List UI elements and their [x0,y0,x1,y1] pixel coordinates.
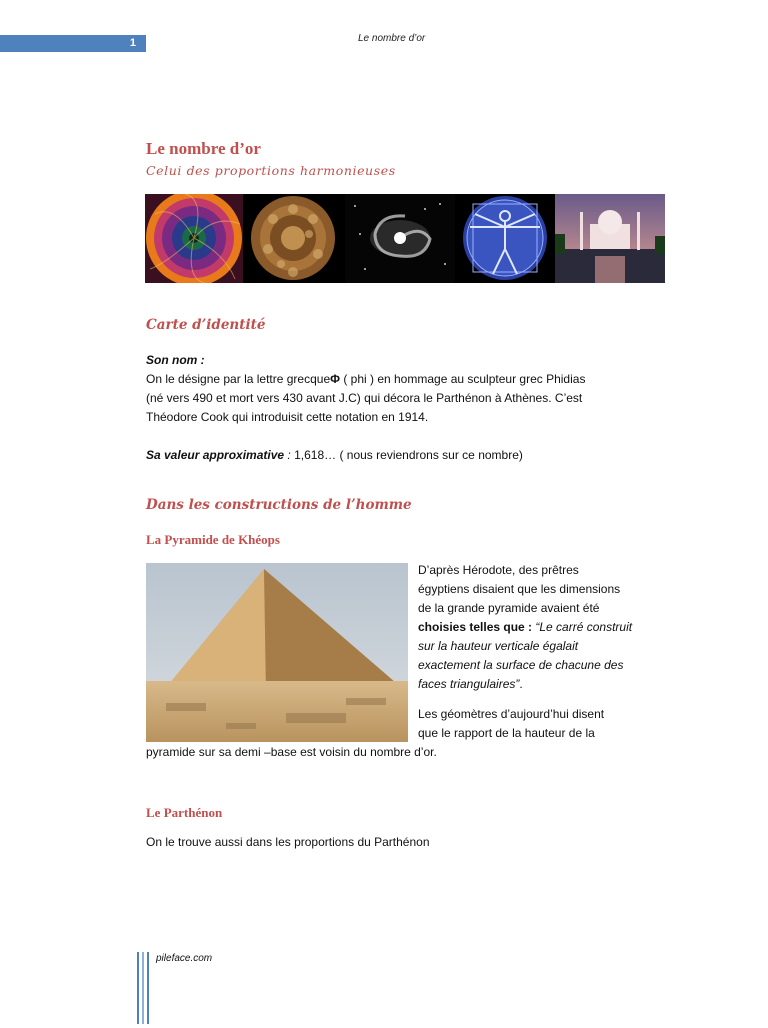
page-number: 1 [129,37,136,49]
subheading-parthenon: Le Parthénon [146,805,223,820]
running-header: Le nombre d’or [358,33,426,44]
identity-block [146,351,666,427]
subheading-pyramid: La Pyramide de Khéops [146,532,280,547]
document-title: Le nombre d’or [146,139,261,158]
vitruvian-man-image [455,194,555,283]
value-text: 1,618… ( nous reviendrons sur ce nombre) [294,448,523,462]
footer-site: pileface.com [156,953,213,964]
sunflower-image [145,194,243,283]
taj-mahal-image [555,194,665,283]
name-line-3: Théodore Cook qui introduisit cette notation en 1914. [146,410,429,424]
name-line-2: (né vers 490 et mort vers 430 avant J.C) qui décora le Parthénon à Athènes. C’est [146,391,583,405]
value-label: Sa valeur approximative [146,448,285,462]
value-line: Sa valeur approximative : 1,618… ( nous reviendrons sur ce nombre) [146,448,523,462]
name-label: Son nom : [146,353,205,367]
page-number-tab [0,35,146,52]
spiral-galaxy-image [345,194,455,283]
section-heading-constructions: Dans les constructions de l’homme [146,497,412,513]
pyramid-paragraph-1: D’après Hérodote, des prêtres égyptiens disaient que les dimensions de la grande pyramide avaient été choisies telles que : “Le carré construit sur la hauteur verticale égalait exactement la surface de chacune des faces triangulaires”. [418,563,633,691]
parthenon-text: On le trouve aussi dans les proportions du Parthénon [146,835,430,849]
pinecone-image [243,194,345,283]
pyramid-image [146,563,408,742]
section-heading-identity: Carte d’identité [146,317,266,333]
pyramid-paragraph-2-end: pyramide sur sa demi –base est voisin du nombre d’or. [146,745,437,759]
document-subtitle: Celui des proportions harmonieuses [146,163,396,178]
name-line-1: On le désigne par la lettre grecqueΦ ( phi ) en hommage au sculpteur grec Phidias [146,372,586,386]
pyramid-paragraph-2: Les géomètres d’aujourd’hui disent que le rapport de la hauteur de la [418,707,605,740]
phi-symbol: Φ [330,372,340,386]
image-banner [145,194,665,283]
